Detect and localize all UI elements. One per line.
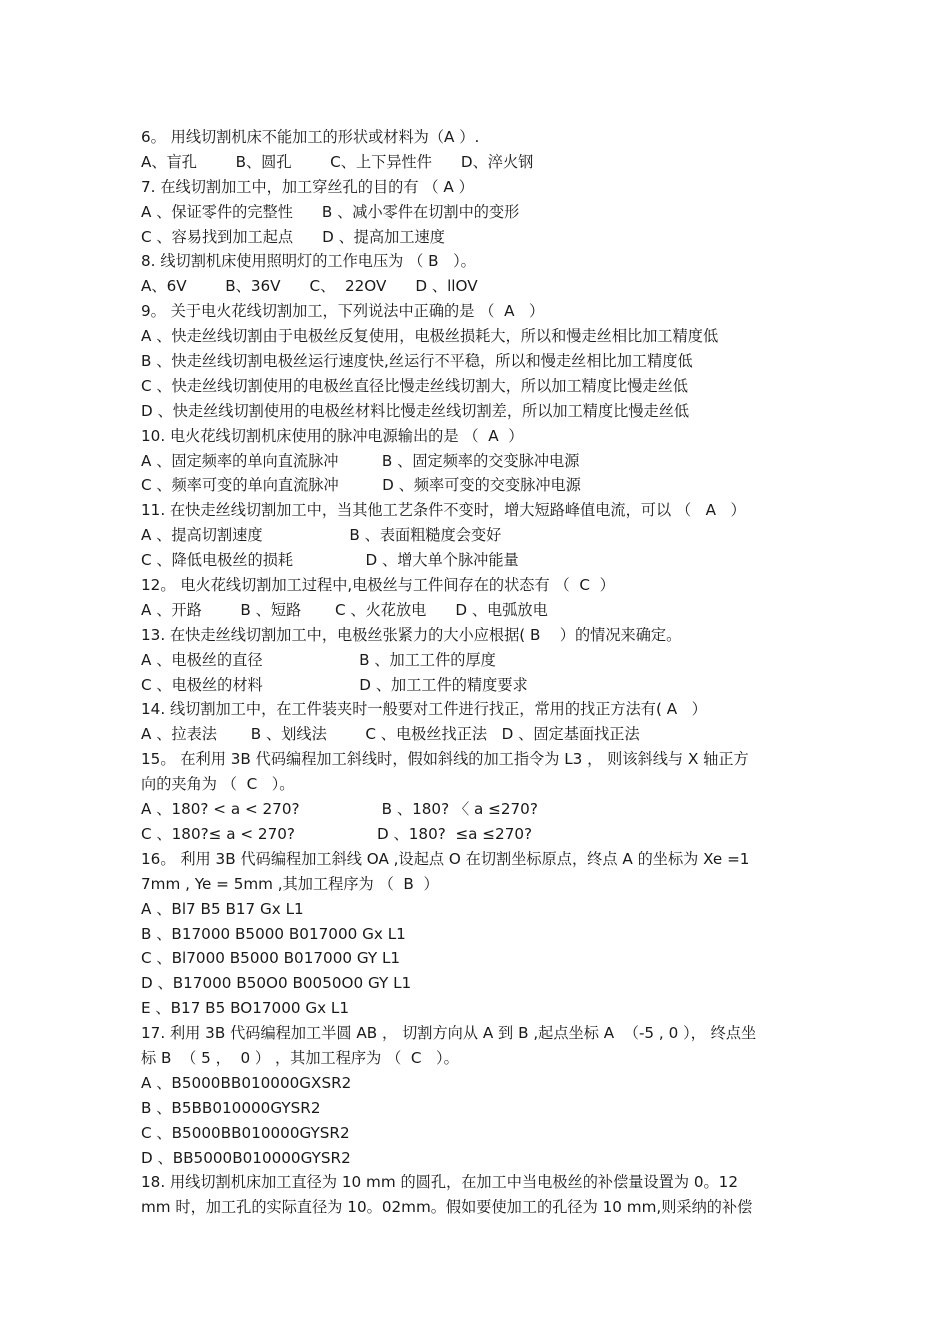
text-line: C 、快走丝线切割使用的电极丝直径比慢走丝线切割大，所以加工精度比慢走丝低	[141, 376, 688, 395]
text-line: B 、B17000 B5000 B017000 Gx L1	[141, 924, 406, 943]
text-line: D 、快走丝线切割使用的电极丝材料比慢走丝线切割差，所以加工精度比慢走丝低	[141, 401, 690, 420]
text-line: 6。 用线切割机床不能加工的形状或材料为（A ）.	[141, 128, 480, 146]
text-line: C 、频率可变的单向直流脉冲 D 、频率可变的交变脉冲电源	[141, 476, 581, 495]
text-line: 11. 在快走丝线切割加工中，当其他工艺条件不变时，增大短路峰值电流，可以 （ A ）	[141, 501, 746, 520]
text-line: 向的夹角为 （ C ）。	[141, 775, 295, 794]
text-line: 18. 用线切割机床加工直径为 10 mm 的圆孔，在加工中当电极丝的补偿量设置为 0。12	[141, 1173, 739, 1192]
text-line: 14. 线切割加工中，在工件装夹时一般要对工件进行找正，常用的找正方法有( A ）	[141, 700, 707, 719]
text-line: C 、180?≤ a < 270? D 、180? ≤a ≤270?	[141, 824, 533, 843]
text-line: 12。 电火花线切割加工过程中,电极丝与工件间存在的状态有 （ C ）	[141, 576, 615, 595]
text-line: 13. 在快走丝线切割加工中，电极丝张紧力的大小应根据( B ）的情况来确定。	[141, 625, 682, 644]
text-line: D 、BB5000B010000GYSR2	[141, 1148, 351, 1167]
text-line: A 、提高切割速度 B 、表面粗糙度会变好	[141, 526, 502, 545]
question-text-block	[141, 125, 821, 1220]
text-line: A 、B5000BB010000GXSR2	[141, 1073, 352, 1092]
text-line: C 、B5000BB010000GYSR2	[141, 1123, 350, 1142]
text-line: C 、电极丝的材料 D 、加工工件的精度要求	[141, 675, 528, 694]
text-line: B 、B5BB010000GYSR2	[141, 1098, 321, 1117]
text-line: 16。 利用 3B 代码编程加工斜线 OA ,设起点 O 在切割坐标原点，终点 A 的坐标为 Xe =1	[141, 849, 750, 868]
text-line: mm 时，加工孔的实际直径为 10。02mm。假如要使加工的孔径为 10 mm,则采纳的补偿	[141, 1198, 753, 1217]
text-line: 标 B （ 5 ， 0 ） ，其加工程序为 （ C ）。	[141, 1048, 459, 1067]
text-line: C 、容易找到加工起点 D 、提高加工速度	[141, 227, 445, 246]
text-line: A 、开路 B 、短路 C 、火花放电 D 、电弧放电	[141, 600, 548, 619]
text-line: A 、Bl7 B5 B17 Gx L1	[141, 899, 304, 918]
text-line: D 、B17000 B50O0 B0050O0 GY L1	[141, 974, 412, 993]
text-line: A、盲孔 B、圆孔 C、上下异性件 D、淬火钢	[141, 152, 534, 171]
text-line: C 、Bl7000 B5000 B017000 GY L1	[141, 949, 401, 968]
text-line: A 、电极丝的直径 B 、加工工件的厚度	[141, 650, 496, 669]
text-line: A 、拉表法 B 、划线法 C 、电极丝找正法 D 、固定基面找正法	[141, 725, 640, 744]
text-line: 15。 在利用 3B 代码编程加工斜线时，假如斜线的加工指令为 L3 ， 则该斜线与 X 轴正方	[141, 750, 749, 769]
text-line: 8. 线切割机床使用照明灯的工作电压为 （ B ）。	[141, 252, 476, 271]
text-line: E 、B17 B5 BO17000 Gx L1	[141, 999, 350, 1018]
text-line: C 、降低电极丝的损耗 D 、增大单个脉冲能量	[141, 551, 519, 570]
text-line: A、6V B、36V C、 22OV D 、llOV	[141, 277, 478, 296]
text-line: 7. 在线切割加工中，加工穿丝孔的目的有 （ A ）	[141, 177, 474, 196]
text-line: A 、保证零件的完整性 B 、减小零件在切割中的变形	[141, 202, 520, 221]
text-line: B 、快走丝线切割电极丝运行速度快,丝运行不平稳，所以和慢走丝相比加工精度低	[141, 352, 693, 371]
text-line: A 、固定频率的单向直流脉冲 B 、固定频率的交变脉冲电源	[141, 451, 580, 470]
text-line: 9。 关于电火花线切割加工，下列说法中正确的是 （ A ）	[141, 302, 545, 321]
text-line: 7mm , Ye = 5mm ,其加工程序为 （ B ）	[141, 874, 439, 893]
text-line: A 、180? < a < 270? B 、180? 〈 a ≤270?	[141, 800, 538, 819]
text-line: 17. 利用 3B 代码编程加工半圆 AB ， 切割方向从 A 到 B ,起点坐标 A （-5 , 0 ）， 终点坐	[141, 1024, 757, 1043]
text-line: 10. 电火花线切割机床使用的脉冲电源输出的是 （ A ）	[141, 426, 524, 445]
text-line: A 、快走丝线切割由于电极丝反复使用，电极丝损耗大，所以和慢走丝相比加工精度低	[141, 327, 719, 346]
